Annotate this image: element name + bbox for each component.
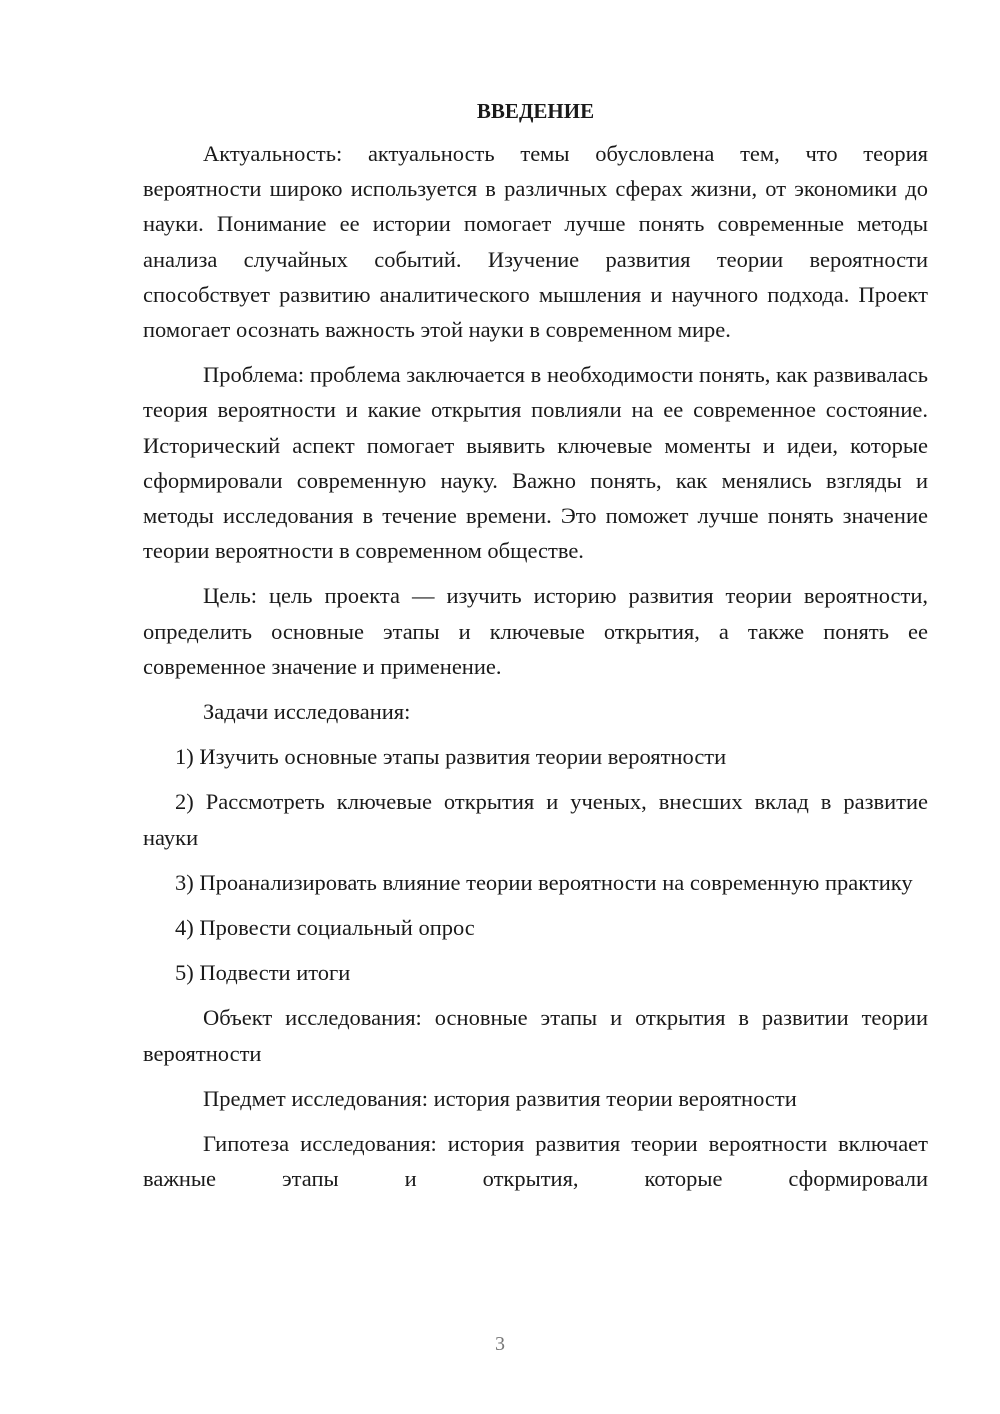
document-page: [143, 96, 928, 1206]
page-number: 3: [495, 1333, 505, 1355]
subject-paragraph: Предмет исследования: история развития теории вероятности: [203, 1085, 797, 1111]
task-item-5: 5) Подвести итоги: [175, 960, 351, 986]
task-item-2: 2) Рассмотреть ключевые открытия и ученых, внесших вклад в развитие науки: [143, 789, 928, 850]
page-title: ВВЕДЕНИЕ: [476, 99, 595, 123]
object-paragraph: Объект исследования: основные этапы и открытия в развитии теории вероятности: [143, 1005, 928, 1066]
task-item-3: 3) Проанализировать влияние теории вероятности на современную практику: [175, 869, 913, 895]
problem-paragraph: Проблема: проблема заключается в необходимости понять, как развивалась теория вероятности и какие открытия повлияли на ее современное состояние. Исторический аспект помогает выявить ключевые моменты и идеи, которые сформировали современную науку. Важно понять, как менялись взгляды и методы исследования в течение времени. Это поможет лучше понять значение теории вероятности в современном обществе.: [143, 362, 928, 564]
hypothesis-paragraph: Гипотеза исследования: история развития теории вероятности включает важные этапы и открытия, которые сформировали: [143, 1131, 928, 1192]
task-item-1: 1) Изучить основные этапы развития теории вероятности: [175, 744, 727, 770]
goal-paragraph: Цель: цель проекта — изучить историю развития теории вероятности, определить основные этапы и ключевые открытия, а также понять ее современное значение и применение.: [143, 583, 928, 679]
task-item-4: 4) Провести социальный опрос: [175, 915, 475, 941]
tasks-title: Задачи исследования:: [203, 699, 411, 725]
relevance-paragraph: Актуальность: актуальность темы обусловлена тем, что теория вероятности широко используется в различных сферах жизни, от экономики до науки. Понимание ее истории помогает лучше понять современные методы анализа случайных событий. Изучение развития теории вероятности способствует развитию аналитического мышления и научного подхода. Проект помогает осознать важность этой науки в современном мире.: [143, 141, 928, 343]
